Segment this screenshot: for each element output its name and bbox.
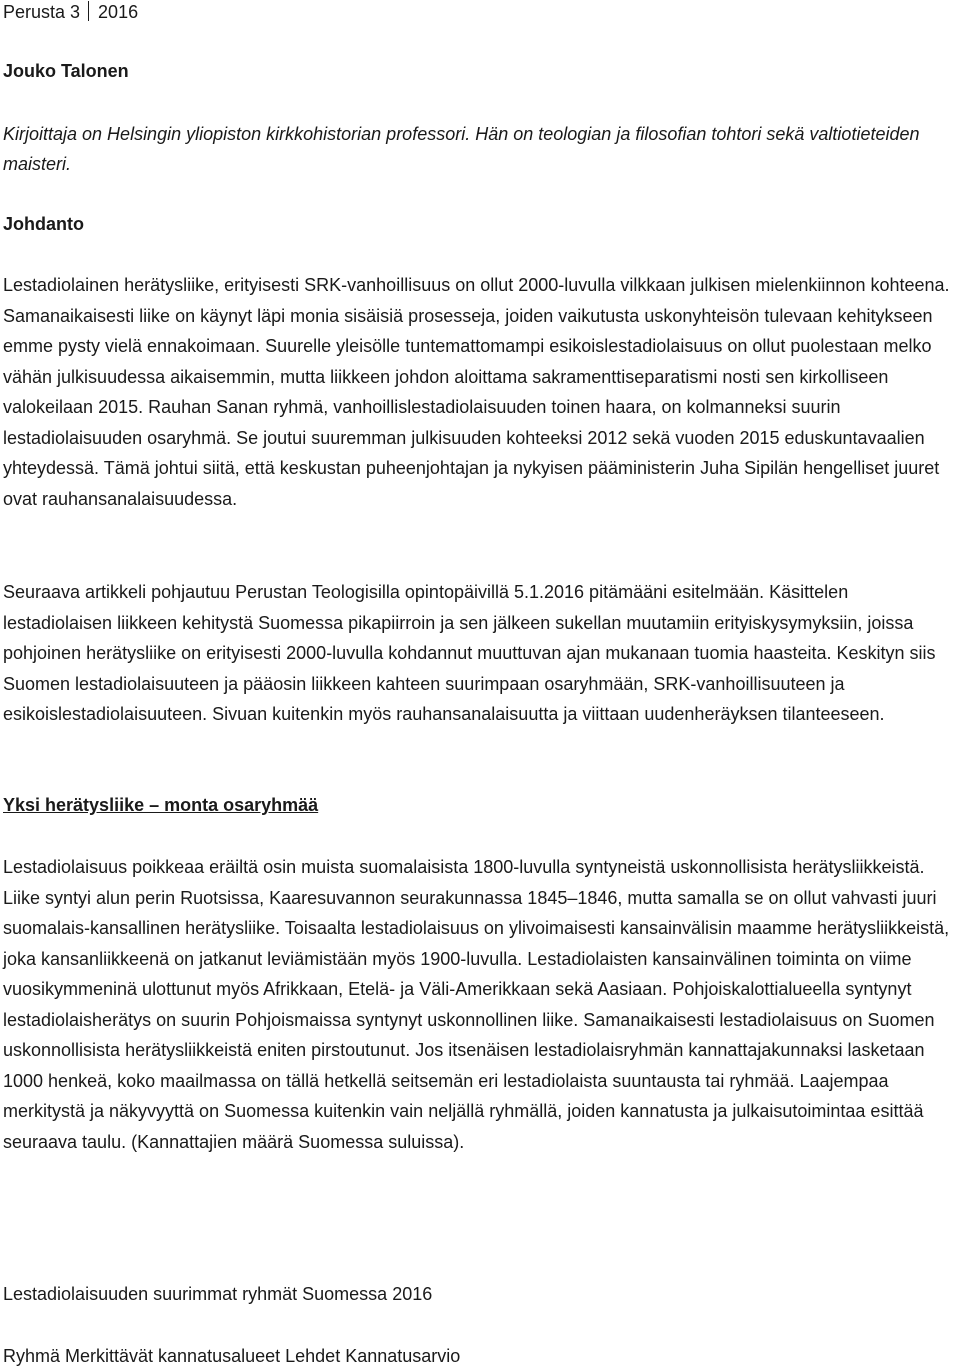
table-title: Lestadiolaisuuden suurimmat ryhmät Suomessa 2016: [3, 1284, 433, 1304]
intro-paragraph-1: Lestadiolainen herätysliike, erityisesti SRK-vanhoillisuus on ollut 2000-luvulla vilkkaan julkisen mielenkiinnon kohteena. Samanaikaisesti liike on käynyt läpi monia sisäisiä prosesseja, joiden vaikutusta uskonyhteisön tulevaan kehitykseen emme pysty vielä ennakoimaan. Suurelle yleisölle tuntemattomampi esikoislestadiolaisuus on ollut puolestaan melko vähän julkisuudessa aikaisemmin, mutta liikkeen johdon aloittama sakramenttiseparatismi nosti sen kirkolliseen valokeilaan 2015. Rauhan Sanan ryhmä, vanhoillislestadiolaisuuden toinen haara, on kolmanneksi suurin lestadiolaisuuden osaryhmä. Se joutui suuremman julkisuuden kohteeksi 2012 sekä vuoden 2015 eduskuntavaalien yhteydessä. Tämä johtui siitä, että keskustan puheenjohtajan ja nykyisen pääministerin Juha Sipilän hengelliset juuret ovat rauhansanalaisuudessa.: [3, 275, 950, 509]
table-header-row: Ryhmä Merkittävät kannatusalueet Lehdet Kannatusarvio: [3, 1346, 461, 1366]
intro-paragraph-2: Seuraava artikkeli pohjautuu Perustan Teologisilla opintopäivillä 5.1.2016 pitämääni esitelmään. Käsittelen lestadiolaisen liikkeen kehitystä Suomessa pikapiirroin ja sen jälkeen sukellan muutamiin erityiskysymyksiin, joissa pohjoinen herätysliike on erityisesti 2000-luvulla kohdannut muuttuvan ajan mukanaan tuomia haasteita. Keskityn siis Suomen lestadiolaisuuteen ja pääosin liikkeen kahteen suurimpaan osaryhmään, SRK-vanhoillisuuteen ja esikoislestadiolaisuuteen. Sivuan kuitenkin myös rauhansanalaisuutta ja viittaan uudenheräyksen tilanteeseen.: [3, 582, 936, 724]
intro-heading: Johdanto: [3, 214, 84, 234]
author-name: Jouko Talonen: [3, 61, 129, 81]
header-separator: [88, 1, 89, 21]
publication-year: 2016: [98, 2, 139, 22]
section-paragraph: Lestadiolaisuus poikkeaa eräiltä osin muista suomalaisista 1800-luvulla syntyneistä uskonnollisista herätysliikkeistä. Liike syntyi alun perin Ruotsissa, Kaaresuvannon seurakunnassa 1845–1846, mutta samalla se on ollut vahvasti juuri suomalais-kansallinen herätysliike. Toisaalta lestadiolaisuus on ylivoimaisesti kansainvälisin maamme herätysliikkeistä, joka kansanliikkeenä on jatkanut leviämistään myös 1900-luvulla. Lestadiolaisten kansainvälinen toiminta on viime vuosikymmeninä ulottunut myös Afrikkaan, Etelä- ja Väli-Amerikkaan sekä Aasiaan. Pohjoiskalottialueella syntynyt lestadiolaisherätys on suurin Pohjoismaissa syntynyt uskonnollinen liike. Samanaikaisesti lestadiolaisuus on Suomen uskonnollisista herätysliikkeistä eniten pirstoutunut. Jos itsenäisen lestadiolaisryhmän kannattajakunnaksi lasketaan 1000 henkeä, koko maailmassa on tällä hetkellä seitsemän eri lestadiolaista suuntausta tai ryhmää. Laajempaa merkitystä ja näkyvyyttä on Suomessa kuitenkin vain neljällä ryhmällä, joiden kannatusta ja julkaisutoimintaa esittää seuraava taulu. (Kannattajien määrä Suomessa suluissa).: [3, 857, 950, 1152]
section-heading: Yksi herätysliike – monta osaryhmää: [3, 795, 319, 815]
running-header: [3, 0, 138, 24]
author-bio: Kirjoittaja on Helsingin yliopiston kirkkohistorian professori. Hän on teologian ja filosofian tohtori sekä valtiotieteiden maisteri.: [3, 124, 920, 174]
publication-name: Perusta 3: [3, 2, 81, 22]
